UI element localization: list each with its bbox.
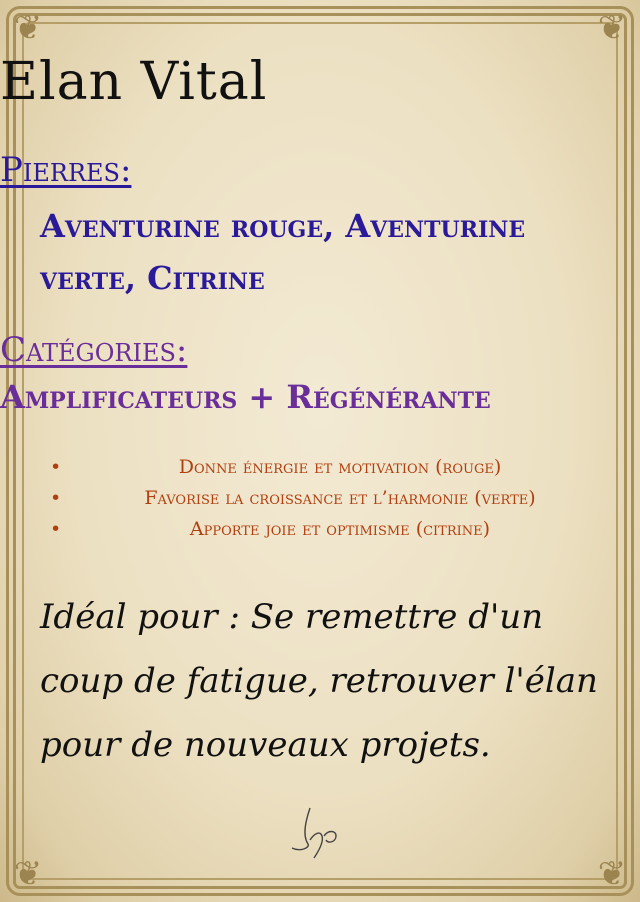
list-item [50, 514, 610, 545]
list-item [50, 483, 610, 514]
categories-heading: Catégories: [0, 330, 188, 370]
categories-value: Amplificateurs + Régénérante [0, 378, 491, 416]
list-item [50, 452, 610, 483]
corner-ornament-icon: ❦ [13, 854, 43, 894]
corner-ornament-icon: ❦ [13, 8, 43, 48]
benefit-text: Favorise la croissance et l’harmonie (verte) [144, 487, 536, 509]
benefit-text: Apporte joie et optimisme (citrine) [189, 518, 491, 540]
page-title: Elan Vital [0, 52, 268, 112]
signature-mark-icon [280, 800, 360, 860]
bullet-icon: • [50, 456, 62, 478]
ideal-line: pour de nouveaux projets. [40, 725, 491, 765]
corner-ornament-icon: ❦ [597, 854, 627, 894]
corner-ornament-icon: ❦ [597, 8, 627, 48]
bullet-icon: • [50, 518, 62, 540]
benefit-text: Donne énergie et motivation (rouge) [178, 456, 502, 478]
bullet-icon: • [50, 487, 62, 509]
stones-list [40, 200, 600, 304]
stones-line: verte, Citrine [40, 259, 265, 297]
ideal-for-text [40, 585, 600, 777]
benefits-list [50, 452, 610, 545]
ideal-line: coup de fatigue, retrouver l'élan [40, 661, 598, 701]
stones-line: Aventurine rouge, Aventurine [40, 207, 526, 245]
stones-heading: Pierres: [0, 150, 132, 190]
ideal-line: Idéal pour : Se remettre d'un [40, 597, 544, 637]
